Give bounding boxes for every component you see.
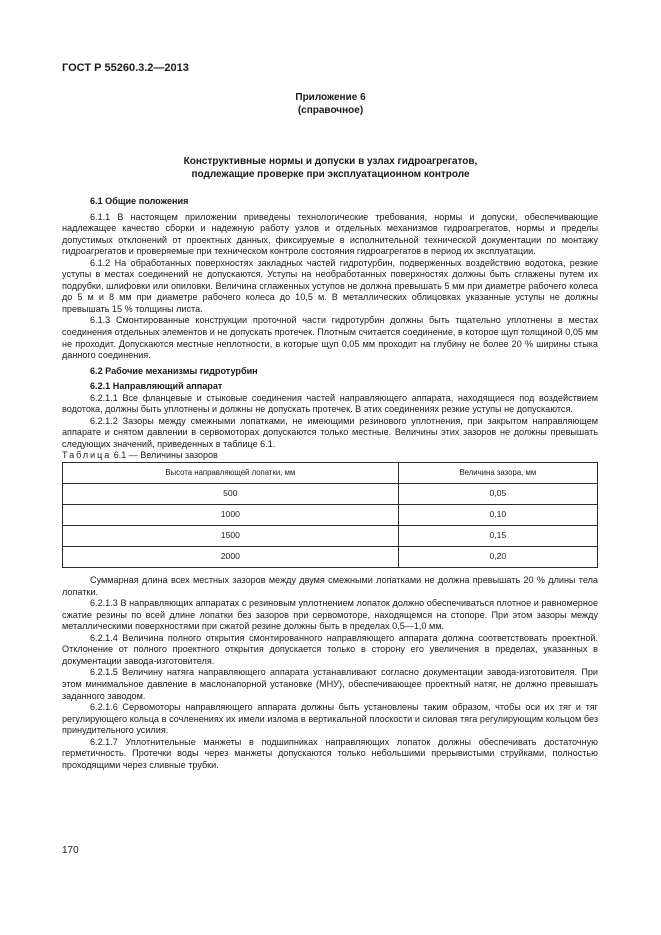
section-heading-6-2: 6.2 Рабочие механизмы гидротурбин: [90, 365, 258, 376]
table-caption-text: 6.1 — Величины зазоров: [111, 450, 218, 461]
annex-title-line2: подлежащие проверке при эксплуатационном контроле: [191, 169, 470, 180]
table-caption-label: Таблица: [62, 450, 112, 461]
cell-blade-height: 500: [63, 484, 399, 505]
subsection-heading-6-2-1: 6.2.1 Направляющий аппарат: [90, 381, 223, 392]
annex-title: [0, 155, 661, 181]
paragraph-6-2-1-3: 6.2.1.3 В направляющих аппаратах с резиновым уплотнением лопаток должно обеспечиваться плотное и равномерное сжатие резины по всей длине лопатки без зазоров при сервомоторе, находящемся на стопоре. При этом зазоры между металлическими поверхностями при сжатой резине должны быть в пределах 0,5—1,0 мм.: [62, 598, 598, 632]
paragraph-6-2-1-5: 6.2.1.5 Величину натяга направляющего аппарата устанавливают согласно документации завода-изготовителя. При этом минимальное давление в маслонапорной установке (МНУ), обеспечивающее проектный натяг, не должно превышать заданного заводом.: [62, 667, 598, 701]
paragraph-6-2-1-2: 6.2.1.2 Зазоры между смежными лопатками, не имеющими резинового уплотнения, при закрытом направляющем аппарате и снятом давлении в сервомоторах допускаются только местные. Величины этих зазоров не должны превышать следующих значений, приведенных в таблице 6.1.: [62, 415, 598, 449]
cell-blade-height: 1500: [63, 526, 399, 547]
paragraph-6-1-2: 6.1.2 На обработанных поверхностях закладных частей гидротурбин, подверженных воздействию водотока, резкие уступы в местах соединений не допускаются. Уступы на необработанных поверхностях должны быть сглажены путем их подрубки, шлифовки или опиловки. Величина сглаженных уступов не должна превышать 5 мм при диаметре рабочего колеса до 5 м и 8 мм при диаметре рабочего колеса до 10,5 м. В металлических облицовках указанные уступы не должны превышать 15 % толщины листа.: [62, 257, 598, 314]
cell-blade-height: 2000: [63, 547, 399, 568]
cell-gap-size: 0,05: [398, 484, 597, 505]
table-header-row: [63, 463, 598, 484]
paragraph-6-1-1: 6.1.1 В настоящем приложении приведены технологические требования, нормы и допуски, обеспечивающие надлежащее качество сборки и надежную работу узлов и отдельных механизмов гидроагрегатов, нормы и пределы допустимых отклонений от проектных данных, фиксируемые в исполнительной технической документации по монтажу гидроагрегатов и проверяемые при техническом контроле состояния гидроагрегатов в период их эксплуатации.: [62, 211, 598, 257]
cell-gap-size: 0,10: [398, 505, 597, 526]
table-row: [63, 505, 598, 526]
cell-gap-size: 0,15: [398, 526, 597, 547]
cell-blade-height: 1000: [63, 505, 399, 526]
paragraph-total-gap-length: Суммарная длина всех местных зазоров между двумя смежными лопатками не должна превышать 20 % длины тела лопатки.: [62, 575, 598, 597]
document-body: [62, 196, 598, 771]
annex-type: (справочное): [297, 105, 364, 116]
paragraph-6-2-1-7: 6.2.1.7 Уплотнительные манжеты в подшипниках направляющих лопаток должны обеспечивать достаточную герметичность. Протечки воды через манжеты допускаются только небольшими прерывистыми струйками, полностью проходящими через сливные трубки.: [62, 736, 598, 770]
column-header-blade-height: Высота направляющей лопатки, мм: [63, 463, 399, 484]
table-row: [63, 484, 598, 505]
gap-values-table: [62, 462, 598, 568]
cell-gap-size: 0,20: [398, 547, 597, 568]
annex-number: Приложение 6: [295, 92, 366, 103]
document-code: ГОСТ Р 55260.3.2—2013: [62, 62, 189, 74]
annex-title-line1: Конструктивные нормы и допуски в узлах гидроагрегатов,: [183, 156, 478, 167]
table-row: [63, 526, 598, 547]
paragraph-6-2-1-1: 6.2.1.1 Все фланцевые и стыковые соединения частей направляющего аппарата, находящиеся под воздействием водотока, должны быть уплотнены и должны не допускать протечек. В этих соединениях резкие уступы не допускаются.: [62, 392, 598, 415]
column-header-gap-size: Величина зазора, мм: [398, 463, 597, 484]
table-row: [63, 547, 598, 568]
annex-heading: [0, 91, 661, 117]
paragraph-6-2-1-6: 6.2.1.6 Сервомоторы направляющего аппарата должны быть установлены таким образом, чтобы оси их тяг и тяг регулирующего кольца в сочленениях их имели излома в вертикальной плоскости и силовая тяга регулирующим кольцом без принудительного усилия.: [62, 702, 598, 736]
paragraph-6-2-1-4: 6.2.1.4 Величина полного открытия смонтированного направляющего аппарата должна соответствовать проектной. Отклонение от полного проектного открытия допускается только в сторону его увеличения в пределах, указанных в документации завода-изготовителя.: [62, 632, 598, 666]
paragraph-6-1-3: 6.1.3 Смонтированные конструкции проточной части гидротурбин должны быть тщательно уплотнены в местах соединения отдельных элементов и не допускать протечек. Плотным считается соединение, в которое щуп толщиной 0,05 мм не проходит. Допускаются местные неплотности, в которые щуп 0,05 мм проходит на глубину не более 20 % ширины стыка данного соединения.: [62, 315, 598, 361]
page-number: 170: [62, 845, 79, 856]
section-heading-6-1: 6.1 Общие положения: [90, 196, 189, 206]
table-caption: [62, 450, 598, 462]
